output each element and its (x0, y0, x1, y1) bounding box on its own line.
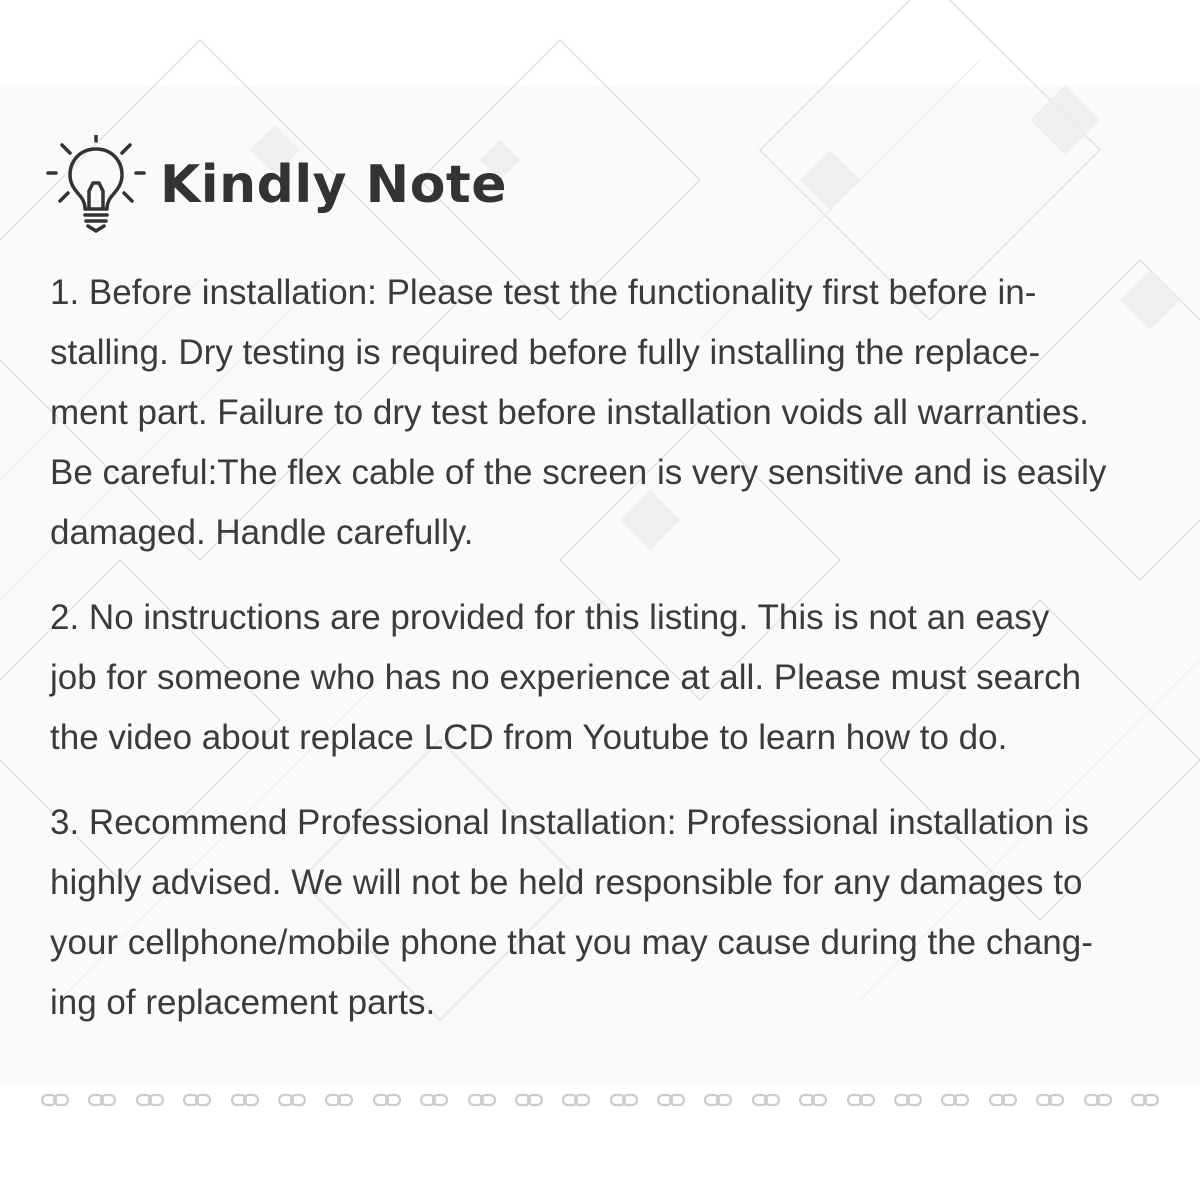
note-line: highly advised. We will not be held responsible for any damages to (50, 863, 1083, 902)
chain-link-icon (988, 1092, 1018, 1108)
note-header (46, 135, 507, 235)
note-line: the video about replace LCD from Youtube to learn how to do. (50, 718, 1008, 757)
note-line: Be careful:The flex cable of the screen is very sensitive and is easily (50, 453, 1107, 492)
chain-link-icon (135, 1092, 165, 1108)
chain-link-icon (467, 1092, 497, 1108)
chain-link-icon (751, 1092, 781, 1108)
chain-link-icon (656, 1092, 686, 1108)
page-title: Kindly Note (160, 155, 508, 215)
chain-link-icon (609, 1092, 639, 1108)
chain-link-icon (846, 1092, 876, 1108)
chain-link-icon (893, 1092, 923, 1108)
lightbulb-icon (46, 135, 146, 235)
note-line: 3. Recommend Professional Installation: Professional installation is (50, 803, 1089, 842)
note-line: damaged. Handle carefully. (50, 513, 474, 552)
chain-link-icon (1083, 1092, 1113, 1108)
note-line: 2. No instructions are provided for this listing. This is not an easy (50, 598, 1050, 637)
chain-link-icon (798, 1092, 828, 1108)
chain-divider (40, 1088, 1160, 1112)
chain-link-icon (940, 1092, 970, 1108)
notes-list (50, 263, 1160, 1033)
chain-link-icon (372, 1092, 402, 1108)
note-line: ment part. Failure to dry test before installation voids all warranties. (50, 393, 1089, 432)
chain-link-icon (703, 1092, 733, 1108)
note-item (50, 588, 1160, 768)
note-item (50, 263, 1160, 563)
chain-link-icon (230, 1092, 260, 1108)
chain-link-icon (40, 1092, 70, 1108)
chain-link-icon (561, 1092, 591, 1108)
note-line: job for someone who has no experience at all. Please must search (50, 658, 1082, 697)
chain-link-icon (182, 1092, 212, 1108)
note-line: 1. Before installation: Please test the functionality first before in- (50, 273, 1037, 312)
note-line: stalling. Dry testing is required before fully installing the replace- (50, 333, 1041, 372)
chain-link-icon (324, 1092, 354, 1108)
note-item (50, 793, 1160, 1033)
chain-link-icon (514, 1092, 544, 1108)
chain-link-icon (1035, 1092, 1065, 1108)
chain-link-icon (87, 1092, 117, 1108)
chain-link-icon (419, 1092, 449, 1108)
chain-link-icon (1130, 1092, 1160, 1108)
chain-link-icon (277, 1092, 307, 1108)
note-line: ing of replacement parts. (50, 983, 436, 1022)
note-line: your cellphone/mobile phone that you may cause during the chang- (50, 923, 1093, 962)
